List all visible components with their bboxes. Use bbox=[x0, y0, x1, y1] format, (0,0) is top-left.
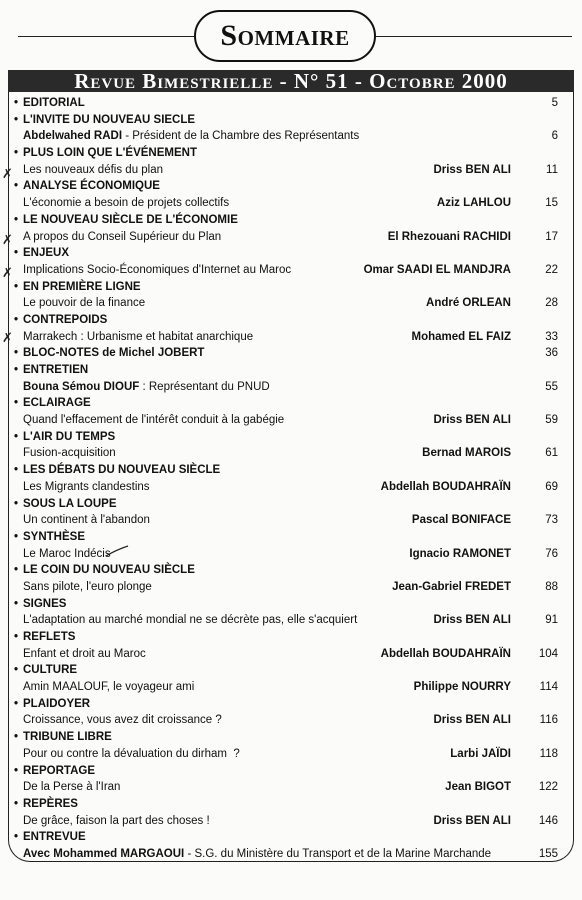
section-row bbox=[14, 212, 564, 229]
section-heading: LE NOUVEAU SIÈCLE DE L'ÉCONOMIE bbox=[23, 213, 238, 226]
bullet-icon: • bbox=[14, 731, 19, 744]
article-author: Aziz LAHLOU bbox=[436, 197, 511, 210]
article-title: Amin MAALOUF, le voyageur ami bbox=[23, 681, 195, 694]
article-title: Le Maroc Indécis bbox=[23, 547, 111, 560]
article-author: Larbi JAÏDI bbox=[450, 747, 511, 760]
page-number: 91 bbox=[545, 614, 558, 627]
article-title: Un continent à l'abandon bbox=[23, 514, 150, 527]
section-heading: ANALYSE ÉCONOMIQUE bbox=[23, 180, 160, 193]
article-title: Marrakech : Urbanisme et habitat anarchique bbox=[23, 330, 254, 343]
section-heading: REPORTAGE bbox=[23, 764, 95, 777]
section-row bbox=[14, 562, 564, 579]
article-author: Pascal BONIFACE bbox=[411, 514, 511, 527]
section-row bbox=[14, 496, 564, 513]
article-title: Enfant et droit au Maroc bbox=[23, 647, 146, 660]
article-author: Ignacio RAMONET bbox=[409, 547, 511, 560]
article-row bbox=[14, 379, 564, 396]
article-author: Driss BEN ALI bbox=[433, 814, 511, 827]
article-row bbox=[14, 229, 564, 246]
section-heading: CONTREPOIDS bbox=[23, 313, 108, 326]
article-title: Sans pilote, l'euro plonge bbox=[23, 580, 152, 593]
bullet-icon: • bbox=[14, 430, 19, 443]
article-author: Jean-Gabriel FREDET bbox=[392, 580, 511, 593]
article-author: Abdellah BOUDAHRAÏN bbox=[380, 480, 511, 493]
section-heading: LE COIN DU NOUVEAU SIÈCLE bbox=[23, 564, 195, 577]
bullet-icon: • bbox=[14, 664, 19, 677]
article-title: Les nouveaux défis du plan bbox=[23, 163, 164, 176]
section-row bbox=[14, 245, 564, 262]
bullet-icon: • bbox=[14, 497, 19, 510]
section-heading: L'INVITE DU NOUVEAU SIECLE bbox=[23, 113, 196, 126]
article-row bbox=[14, 813, 564, 830]
article-row bbox=[14, 679, 564, 696]
article-row bbox=[14, 295, 564, 312]
section-heading: EN PREMIÈRE LIGNE bbox=[23, 280, 141, 293]
article-row bbox=[14, 412, 564, 429]
article-row bbox=[14, 329, 564, 346]
page-number: 116 bbox=[539, 714, 558, 727]
bullet-icon: • bbox=[14, 564, 19, 577]
bullet-icon: • bbox=[14, 247, 19, 260]
interviewee-name: Abdelwahed RADI bbox=[23, 130, 123, 143]
article-author: André ORLEAN bbox=[426, 297, 511, 310]
article-title: Quand l'effacement de l'intérêt conduit à la gabégie bbox=[23, 414, 285, 427]
page-number: 36 bbox=[545, 347, 558, 360]
section-row bbox=[14, 829, 564, 846]
table-of-contents bbox=[14, 95, 564, 863]
article-row bbox=[14, 479, 564, 496]
bullet-icon: • bbox=[14, 313, 19, 326]
handwritten-x-mark: ✗ bbox=[2, 266, 13, 281]
interviewee-name: Avec Mohammed MARGAOUI bbox=[23, 847, 185, 860]
page-number: 59 bbox=[545, 414, 558, 427]
article-author: Driss BEN ALI bbox=[433, 163, 511, 176]
title-rule-right bbox=[376, 36, 572, 37]
page-number: 69 bbox=[545, 480, 558, 493]
section-heading: CULTURE bbox=[23, 664, 78, 677]
page-number: 15 bbox=[545, 197, 558, 210]
section-heading: ENTREVUE bbox=[23, 831, 86, 844]
page-number: 22 bbox=[545, 263, 558, 276]
handwritten-x-mark: ✗ bbox=[2, 233, 13, 248]
article-row bbox=[14, 128, 564, 145]
section-row bbox=[14, 362, 564, 379]
section-heading: REFLETS bbox=[23, 631, 76, 643]
page-number: 88 bbox=[545, 580, 558, 593]
article-row bbox=[14, 162, 564, 179]
article-row bbox=[14, 646, 564, 663]
article-title: A propos du Conseil Supérieur du Plan bbox=[23, 230, 222, 243]
article-title: Fusion-acquisition bbox=[23, 447, 116, 460]
bullet-icon: • bbox=[14, 797, 19, 810]
section-row bbox=[14, 729, 564, 746]
article-row bbox=[14, 746, 564, 763]
bullet-icon: • bbox=[14, 764, 19, 777]
bullet-icon: • bbox=[14, 631, 19, 643]
bullet-icon: • bbox=[14, 97, 19, 109]
section-heading: ENJEUX bbox=[23, 247, 70, 260]
article-author: Philippe NOURRY bbox=[413, 681, 511, 694]
article-row bbox=[14, 779, 564, 796]
bullet-icon: • bbox=[14, 347, 19, 360]
page-number: 5 bbox=[551, 97, 558, 109]
article-author: Mohamed EL FAIZ bbox=[411, 330, 511, 343]
page-number: 155 bbox=[538, 847, 558, 860]
section-heading: PLUS LOIN QUE L'ÉVÉNEMENT bbox=[23, 147, 197, 160]
page-number: 6 bbox=[551, 130, 558, 143]
article-author: Jean BIGOT bbox=[445, 781, 511, 794]
section-row bbox=[14, 696, 564, 713]
bullet-icon: • bbox=[14, 397, 19, 410]
article-title: - S.G. du Ministère du Transport et de la Marine Marchande bbox=[184, 847, 492, 860]
title-area bbox=[0, 0, 582, 70]
article-row bbox=[14, 512, 564, 529]
page-number: 11 bbox=[546, 163, 558, 176]
article-author: Abdellah BOUDAHRAÏN bbox=[380, 647, 511, 660]
page-number: 55 bbox=[545, 380, 558, 393]
page-number: 76 bbox=[545, 547, 558, 560]
section-row bbox=[14, 395, 564, 412]
section-row bbox=[14, 429, 564, 446]
bullet-icon: • bbox=[14, 464, 19, 477]
article-title: De grâce, faison la part des choses ! bbox=[23, 814, 210, 827]
article-title: - Président de la Chambre des Représentants bbox=[122, 130, 360, 143]
bullet-icon: • bbox=[14, 530, 19, 543]
bullet-icon: • bbox=[14, 597, 19, 610]
section-row bbox=[14, 112, 564, 129]
article-title: Pour ou contre la dévaluation du dirham ? bbox=[23, 747, 240, 760]
handwritten-x-mark: ✗ bbox=[2, 167, 13, 182]
article-title: L'économie a besoin de projets collectifs bbox=[23, 197, 230, 210]
article-title: Implications Socio-Économiques d'Internet au Maroc bbox=[23, 263, 292, 276]
section-row bbox=[14, 529, 564, 546]
section-row bbox=[14, 796, 564, 813]
title-rule-left bbox=[18, 36, 194, 37]
bullet-icon: • bbox=[14, 280, 19, 293]
issue-banner: Revue Bimestrielle - N° 51 - Octobre 2000 bbox=[8, 70, 574, 92]
section-heading: SYNTHÈSE bbox=[23, 530, 85, 543]
section-heading: SIGNES bbox=[23, 597, 67, 610]
section-heading: BLOC-NOTES de Michel JOBERT bbox=[23, 347, 205, 360]
article-row bbox=[14, 262, 564, 279]
article-row bbox=[14, 195, 564, 212]
article-row bbox=[14, 445, 564, 462]
section-heading: ECLAIRAGE bbox=[23, 397, 91, 410]
section-row bbox=[14, 95, 564, 112]
page-number: 104 bbox=[538, 647, 558, 660]
article-author: Driss BEN ALI bbox=[433, 414, 511, 427]
bullet-icon: • bbox=[14, 213, 19, 226]
page-number: 17 bbox=[545, 230, 558, 243]
article-title: L'adaptation au marché mondial ne se décrète pas, elle s'acquiert bbox=[23, 614, 358, 627]
section-row bbox=[14, 145, 564, 162]
article-title: : Représentant du PNUD bbox=[139, 380, 270, 393]
article-author: Driss BEN ALI bbox=[433, 714, 511, 727]
page-number: 73 bbox=[545, 514, 558, 527]
article-title: Les Migrants clandestins bbox=[23, 480, 150, 493]
section-row bbox=[14, 596, 564, 613]
section-row bbox=[14, 178, 564, 195]
page-title: Sommaire bbox=[194, 10, 376, 62]
article-row bbox=[14, 579, 564, 596]
section-heading: ENTRETIEN bbox=[23, 364, 89, 376]
bullet-icon: • bbox=[14, 831, 19, 844]
page-number: 61 bbox=[545, 447, 558, 460]
section-heading: L'AIR DU TEMPS bbox=[23, 430, 116, 443]
article-row bbox=[14, 712, 564, 729]
section-row bbox=[14, 312, 564, 329]
handwritten-stroke bbox=[104, 544, 130, 558]
section-heading: SOUS LA LOUPE bbox=[23, 497, 117, 510]
section-heading: LES DÉBATS DU NOUVEAU SIÈCLE bbox=[23, 464, 221, 477]
section-row bbox=[14, 629, 564, 646]
section-heading: PLAIDOYER bbox=[23, 697, 91, 710]
page-number: 28 bbox=[545, 297, 558, 310]
article-title: Croissance, vous avez dit croissance ? bbox=[23, 714, 222, 727]
page-number: 33 bbox=[545, 330, 558, 343]
article-row bbox=[14, 546, 564, 563]
article-author: Bernad MAROIS bbox=[422, 447, 511, 460]
handwritten-x-mark: ✗ bbox=[2, 331, 13, 346]
section-row bbox=[14, 345, 564, 362]
bullet-icon: • bbox=[14, 364, 19, 376]
article-row bbox=[14, 846, 564, 863]
section-heading: REPÈRES bbox=[23, 797, 78, 810]
section-heading: TRIBUNE LIBRE bbox=[23, 731, 112, 744]
bullet-icon: • bbox=[14, 697, 19, 710]
section-heading: EDITORIAL bbox=[23, 97, 85, 109]
section-row bbox=[14, 462, 564, 479]
section-row bbox=[14, 763, 564, 780]
section-row bbox=[14, 662, 564, 679]
interviewee-name: Bouna Sémou DIOUF bbox=[23, 380, 140, 393]
article-author: Omar SAADI EL MANDJRA bbox=[363, 263, 511, 276]
bullet-icon: • bbox=[14, 147, 19, 160]
article-title: De la Perse à l'Iran bbox=[23, 781, 121, 794]
page-number: 146 bbox=[538, 814, 558, 827]
article-row bbox=[14, 612, 564, 629]
page-number: 122 bbox=[538, 781, 558, 794]
article-author: El Rhezouani RACHIDI bbox=[387, 230, 511, 243]
article-author: Driss BEN ALI bbox=[433, 614, 511, 627]
article-title: Le pouvoir de la finance bbox=[23, 297, 146, 310]
page-number: 118 bbox=[539, 747, 558, 760]
bullet-icon: • bbox=[14, 113, 19, 126]
page-number: 114 bbox=[539, 681, 558, 694]
section-row bbox=[14, 279, 564, 296]
bullet-icon: • bbox=[14, 180, 19, 193]
